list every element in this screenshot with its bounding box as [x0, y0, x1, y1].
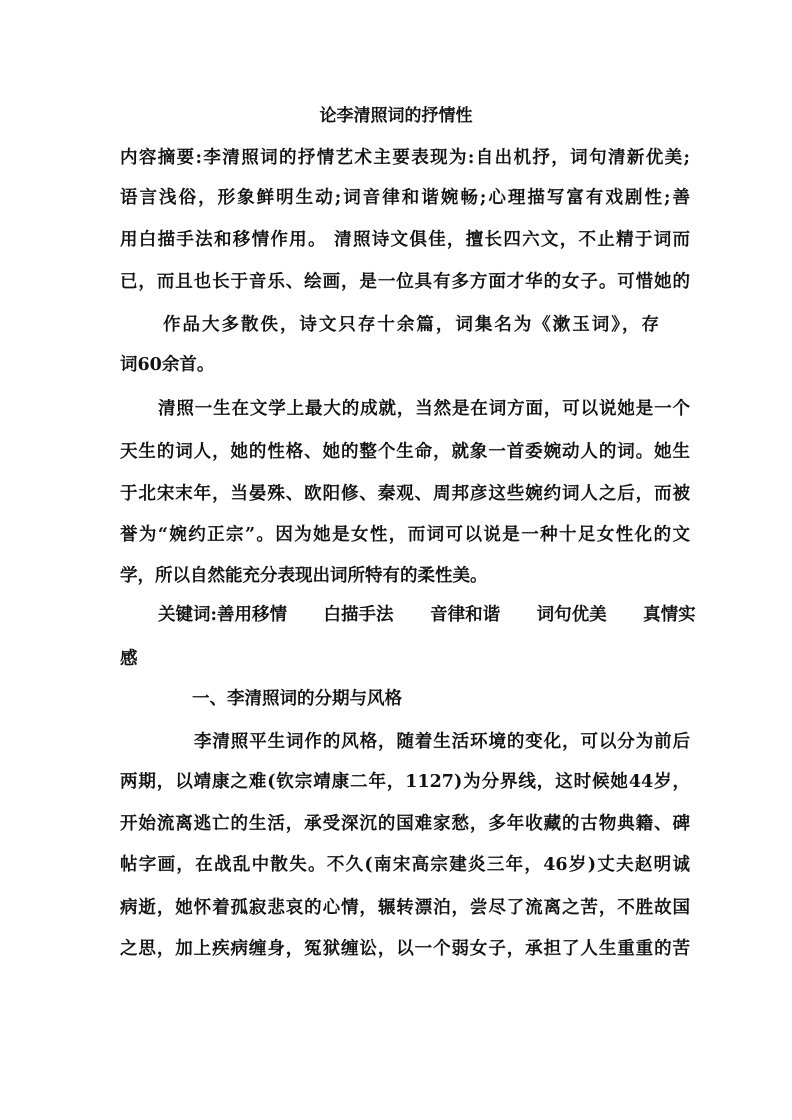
- section-line: 两期，以靖康之难(钦宗靖康二年，1127)为分界线，这时候她44岁，: [120, 772, 690, 792]
- abstract-line: 已，而且也长于音乐、绘画，是一位具有多方面才华的女子。可惜她的: [120, 272, 690, 292]
- section-heading: 一、李清照词的分期与风格: [192, 689, 402, 709]
- abstract-line: 词60余首。: [120, 355, 215, 375]
- section-line: 之思，加上疾病缠身，冤狱缠讼，以一个弱女子，承担了人生重重的苦: [120, 939, 690, 959]
- section-line: 帖字画，在战乱中散失。不久(南宋高宗建炎三年，46岁)丈夫赵明诚: [120, 855, 690, 875]
- intro-line: 于北宋末年，当晏殊、欧阳修、秦观、周邦彦这些婉约词人之后，而被: [120, 484, 690, 504]
- abstract-line: 语言浅俗，形象鲜明生动;词音律和谐婉畅;心理描写富有戏剧性;善: [120, 188, 690, 208]
- page-title: 论李清照词的抒情性: [319, 106, 473, 126]
- section-line: 病逝，她怀着孤寂悲哀的心情，辗转漂泊，尝尽了流离之苦，不胜故国: [120, 898, 690, 918]
- section-line: 李清照平生词作的风格，随着生活环境的变化，可以分为前后: [194, 732, 690, 752]
- keywords-line: 感: [120, 649, 138, 669]
- intro-line: 学，所以自然能充分表现出词所特有的柔性美。: [120, 566, 488, 586]
- intro-line: 天生的词人，她的性格、她的整个生命，就象一首委婉动人的词。她生: [120, 442, 690, 462]
- section-line: 开始流离逃亡的生活，承受深沉的国难家愁，多年收藏的古物典籍、碑: [120, 814, 690, 834]
- abstract-line: 内容摘要:李清照词的抒情艺术主要表现为:自出机抒，词句清新优美;: [120, 148, 690, 168]
- keywords-line: 关键词:善用移情 白描手法 音律和谐 词句优美 真情实: [158, 605, 696, 625]
- abstract-line: 用白描手法和移情作用。 清照诗文俱佳，擅长四六文，不止精于词而: [120, 230, 690, 250]
- abstract-line: 作品大多散佚，诗文只存十余篇，词集名为《漱玉词》，存: [163, 315, 659, 335]
- intro-line: 清照一生在文学上最大的成就，当然是在词方面，可以说她是一个: [158, 399, 690, 419]
- intro-line: 誉为“婉约正宗”。因为她是女性，而词可以说是一种十足女性化的文: [120, 525, 690, 545]
